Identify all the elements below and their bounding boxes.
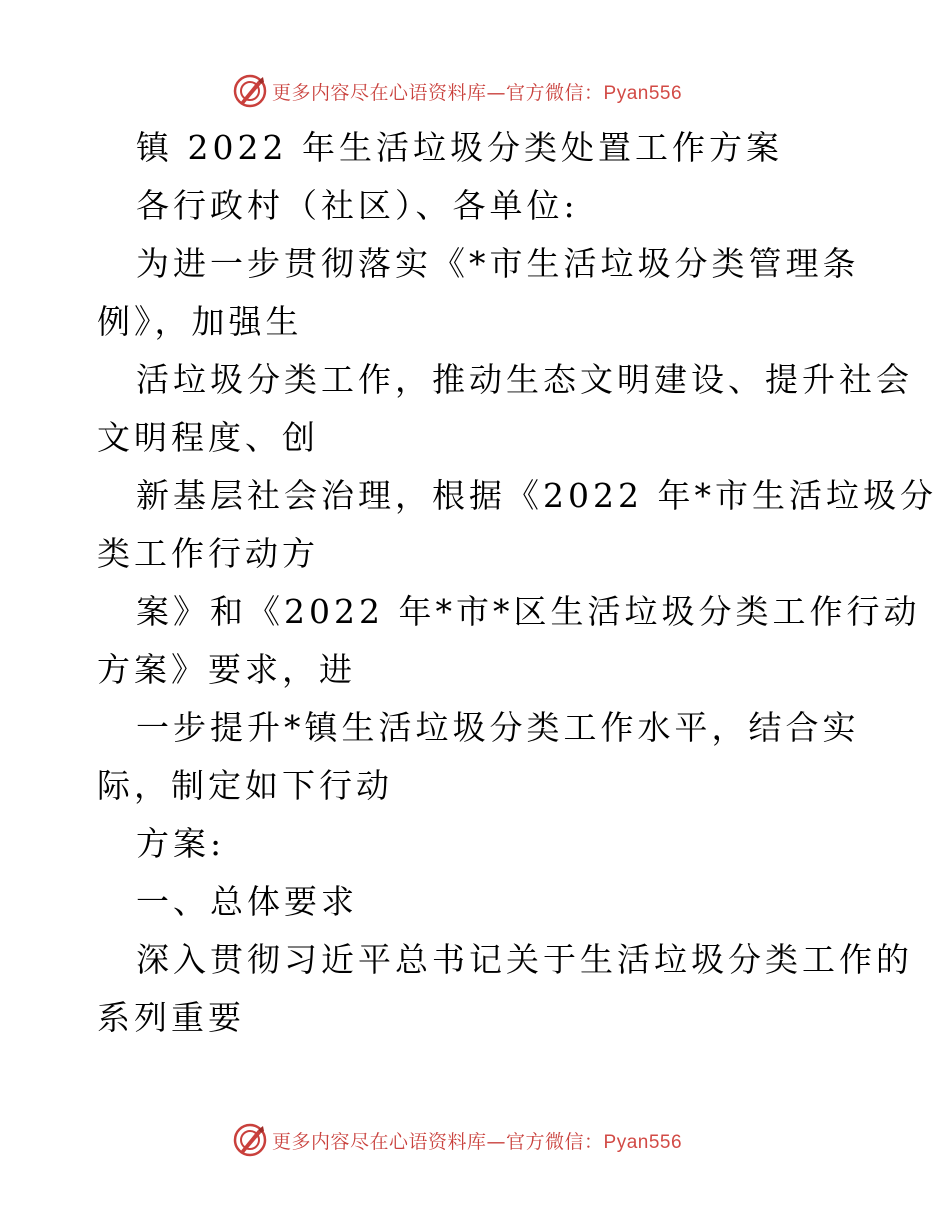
header-watermark-banner xyxy=(232,71,682,111)
watermark-text: 更多内容尽在心语资料库—官方微信：Pyan556 xyxy=(272,81,683,104)
paragraph-line: 方案: xyxy=(136,824,226,863)
document-title: 镇 2022 年生活垃圾分类处置工作方案 xyxy=(136,128,783,167)
paragraph-line: 一步提升*镇生活垃圾分类工作水平，结合实 xyxy=(136,708,860,747)
paragraph-line: 文明程度、创 xyxy=(97,418,319,457)
paragraph-line: 际，制定如下行动 xyxy=(97,766,393,805)
quill-logo-icon xyxy=(232,73,268,109)
paragraph-line: 例》，加强生 xyxy=(97,302,303,341)
footer-watermark-banner xyxy=(232,1120,682,1160)
paragraph-line: 案》和《2022 年*市*区生活垃圾分类工作行动 xyxy=(136,592,921,631)
paragraph-line: 新基层社会治理，根据《2022 年*市生活垃圾分 xyxy=(136,476,937,515)
paragraph-line: 类工作行动方 xyxy=(97,534,319,573)
paragraph-line: 方案》要求，进 xyxy=(97,650,356,689)
quill-logo-icon xyxy=(232,1122,268,1158)
watermark-text: 更多内容尽在心语资料库—官方微信：Pyan556 xyxy=(272,1130,683,1153)
section-heading: 一、总体要求 xyxy=(136,882,358,921)
paragraph-line: 深入贯彻习近平总书记关于生活垃圾分类工作的 xyxy=(136,940,913,979)
paragraph-line: 活垃圾分类工作，推动生态文明建设、提升社会 xyxy=(136,360,913,399)
salutation: 各行政村（社区）、各单位: xyxy=(136,186,579,225)
paragraph-line: 为进一步贯彻落实《*市生活垃圾分类管理条 xyxy=(136,244,860,283)
paragraph-line: 系列重要 xyxy=(97,998,245,1037)
